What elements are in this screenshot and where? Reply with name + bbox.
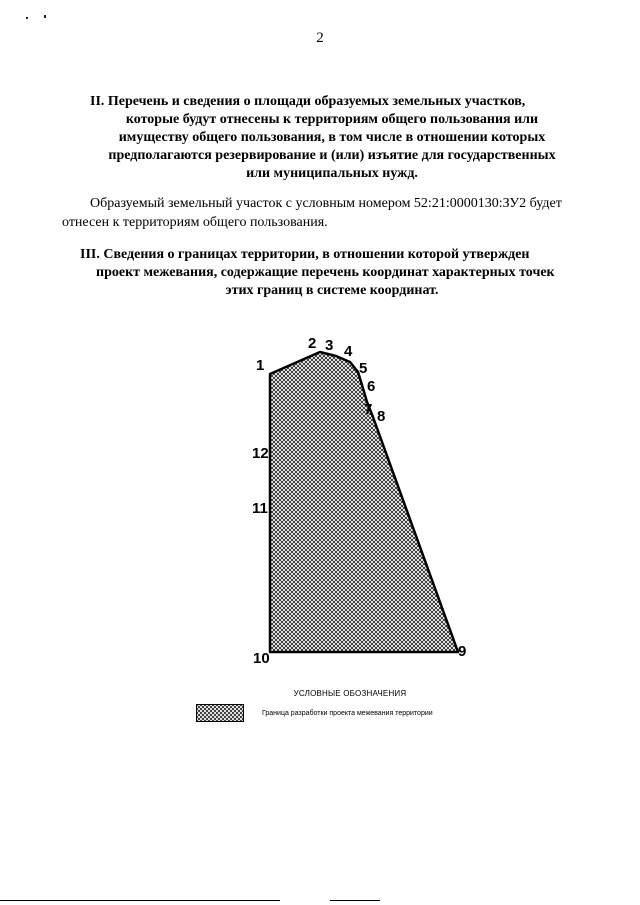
point-label: 5 (359, 360, 368, 377)
point-label: 3 (325, 337, 334, 354)
section2-heading-line: II. Перечень и сведения о площади образуемых земельных участков, (90, 94, 526, 109)
point-label: 7 (364, 401, 373, 418)
legend-title: УСЛОВНЫЕ ОБОЗНАЧЕНИЯ (293, 689, 407, 698)
point-label: 6 (367, 378, 376, 395)
territory-polygon (270, 352, 458, 652)
paragraph-line: Образуемый земельный участок с условным номером 52:21:0000130:ЗУ2 будет (90, 196, 562, 211)
section2-heading-line: которые будут отнесены к территориям общего пользования или (125, 112, 539, 127)
point-label: 4 (344, 343, 353, 360)
section3-heading-line: проект межевания, содержащие перечень координат характерных точек (96, 265, 555, 280)
scan-speck (26, 17, 28, 19)
point-label: 1 (256, 357, 265, 374)
legend-swatch (196, 704, 244, 722)
point-label: 2 (308, 335, 317, 352)
legend-item-label: Граница разработки проекта межевания территории (262, 710, 433, 717)
point-label: 11 (252, 500, 268, 517)
point-label: 12 (252, 445, 269, 462)
point-label: 8 (377, 408, 386, 425)
section2-heading-line: имуществу общего пользования, в том числе в отношении которых (118, 130, 546, 145)
bottom-rule (0, 900, 280, 901)
section2-heading-line: предполагаются резервирование и (или) изъятие для государственных (108, 148, 556, 163)
section2-heading-line: или муниципальных нужд. (246, 166, 418, 181)
page-number: 2 (316, 30, 324, 46)
scan-speck (44, 15, 46, 18)
section3-heading-line: III. Сведения о границах территории, в отношении которой утвержден (80, 247, 530, 262)
point-label: 9 (458, 643, 467, 660)
paragraph-line: отнесен к территориям общего пользования. (62, 215, 328, 230)
section3-heading-line: этих границ в системе координат. (225, 283, 439, 298)
bottom-rule (330, 900, 380, 901)
point-label: 10 (253, 650, 270, 667)
